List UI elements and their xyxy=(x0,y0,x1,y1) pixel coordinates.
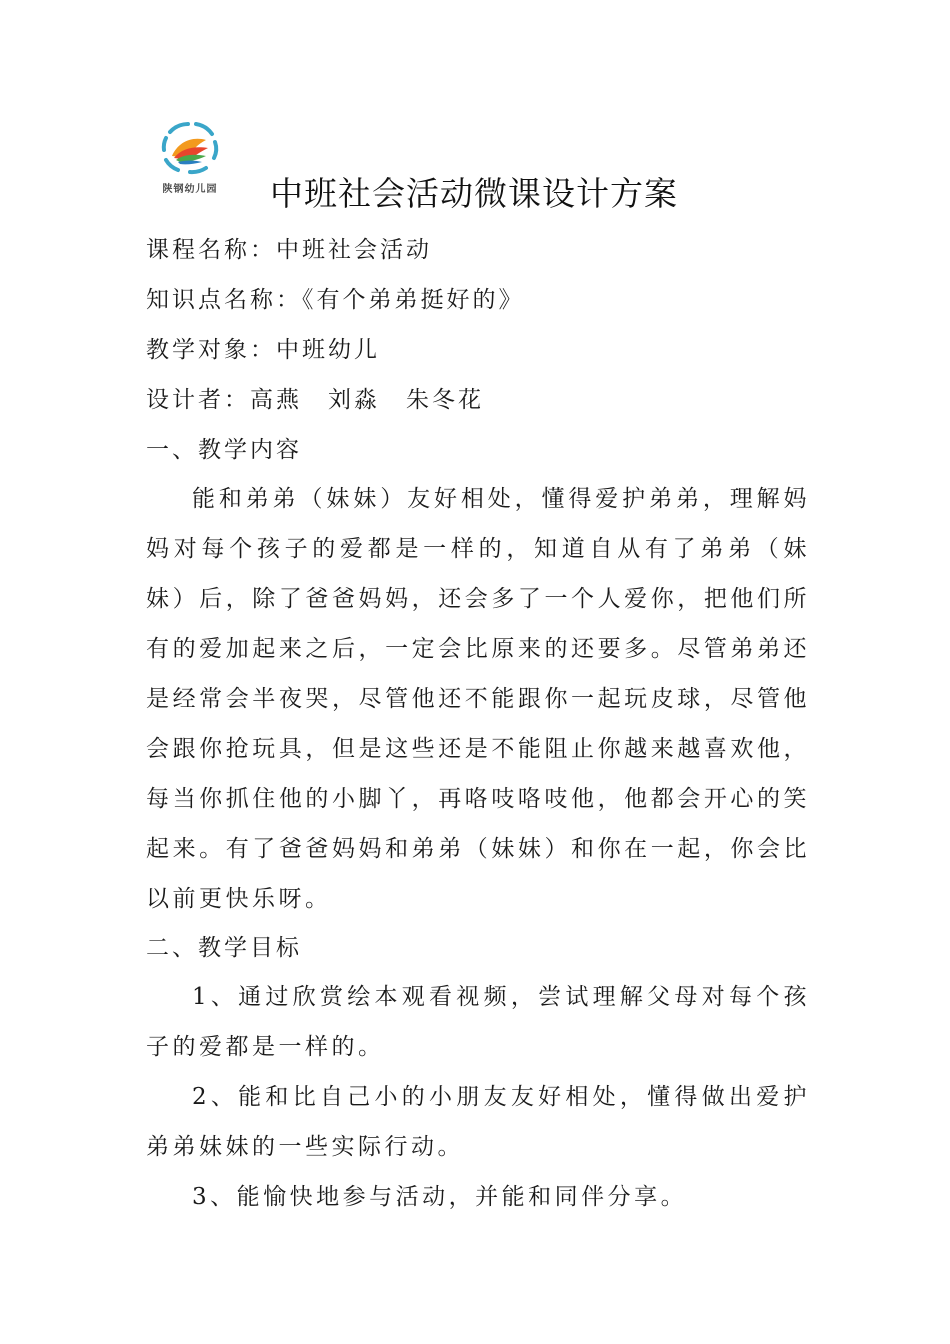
designer: 设计者：高燕 刘淼 朱冬花 xyxy=(146,387,484,413)
goal-item: 1、通过欣赏绘本观看视频，尝试理解父母对每个孩子的爱都是一样的。 xyxy=(146,984,810,1060)
teaching-audience: 教学对象：中班幼儿 xyxy=(146,337,380,363)
logo-icon xyxy=(148,118,232,180)
document-title: 中班社会活动微课设计方案 xyxy=(270,174,678,213)
course-name: 课程名称：中班社会活动 xyxy=(146,237,432,263)
goal-item: 3、能愉快地参与活动，并能和同伴分享。 xyxy=(192,1184,688,1210)
goal-item: 2、能和比自己小的小朋友友好相处，懂得做出爱护弟弟妹妹的一些实际行动。 xyxy=(146,1084,810,1160)
logo-text: 陕钢幼儿园 xyxy=(162,184,218,195)
teaching-content-paragraph: 能和弟弟（妹妹）友好相处，懂得爱护弟弟，理解妈妈对每个孩子的爱都是一样的，知道自从有了弟弟（妹妹）后，除了爸爸妈妈，还会多了一个人爱你，把他们所有的爱加起来之后，一定会比原来的还要多。尽管弟弟还是经常会半夜哭，尽管他还不能跟你一起玩皮球，尽管他会跟你抢玩具，但是这些还是不能阻止你越来越喜欢他，每当你抓住他的小脚丫，再咯吱咯吱他，他都会开心的笑起来。有了爸爸妈妈和弟弟（妹妹）和你在一起，你会比以前更快乐呀。 xyxy=(146,486,810,912)
knowledge-point: 知识点名称：《有个弟弟挺好的》 xyxy=(146,287,525,313)
kindergarten-logo xyxy=(148,118,232,206)
section-heading-content: 一、教学内容 xyxy=(146,437,302,463)
section-heading-goals: 二、教学目标 xyxy=(146,935,302,961)
